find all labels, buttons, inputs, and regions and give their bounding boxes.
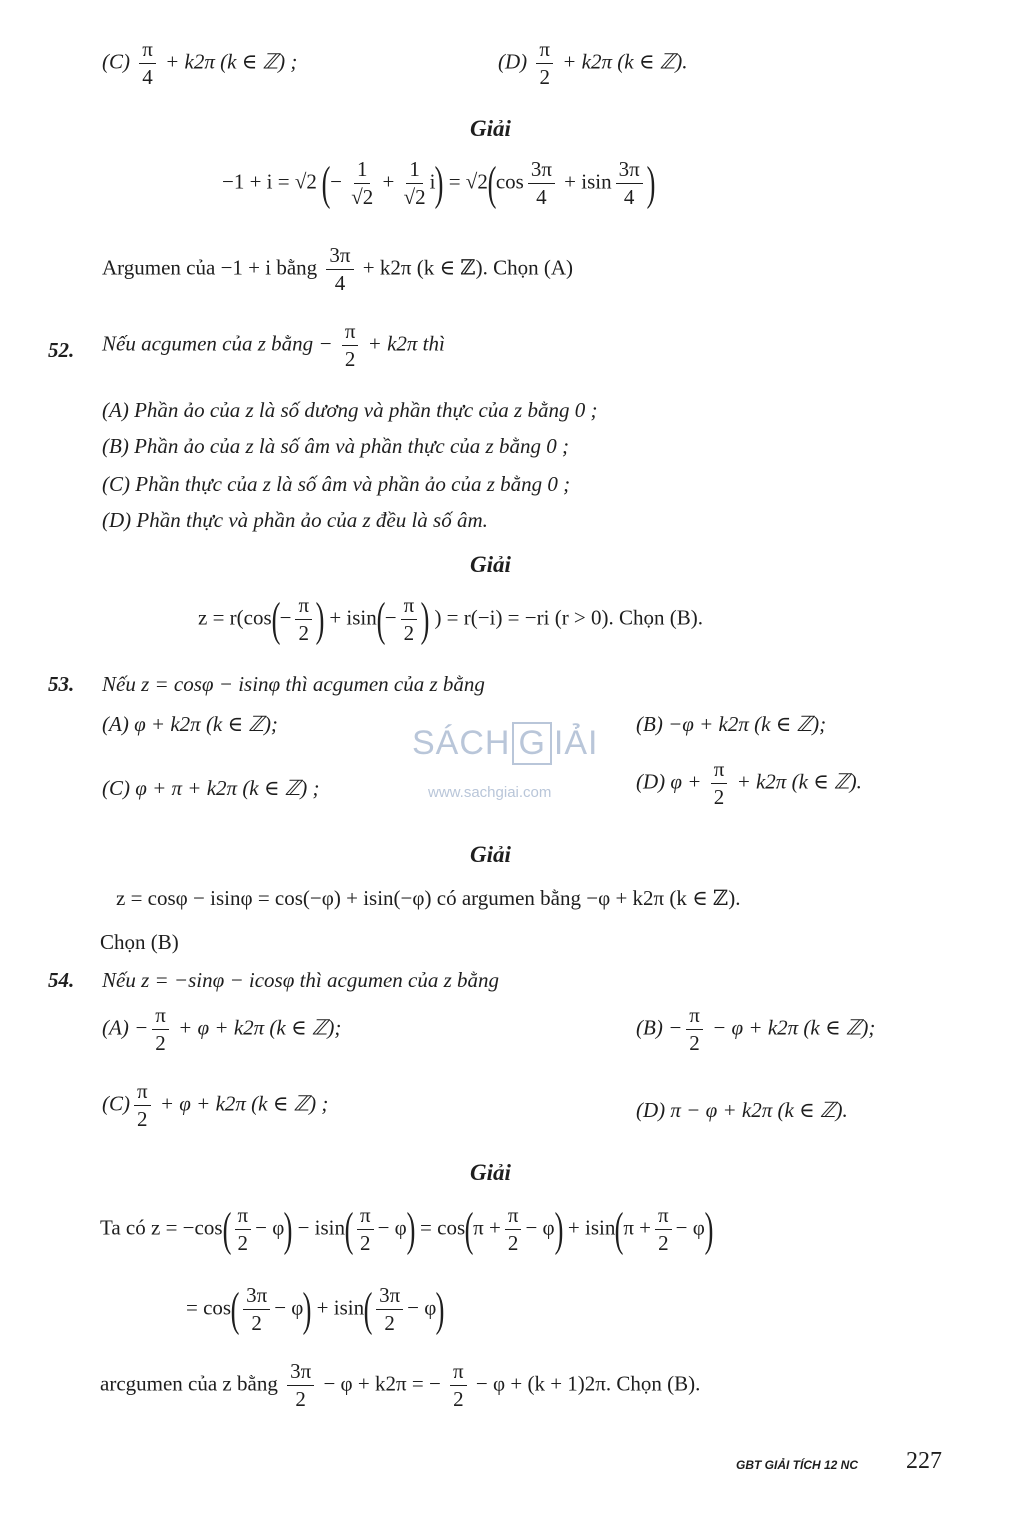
- question-54-option-d: (D) π − φ + k2π (k ∈ ℤ).: [636, 1098, 848, 1122]
- question-54-text: Nếu z = −sinφ − icosφ thì acgumen của z bằng: [102, 968, 500, 992]
- solution-53-line-1: z = cosφ − isinφ = cos(−φ) + isin(−φ) có argumen bằng −φ + k2π (k ∈ ℤ).: [116, 886, 741, 910]
- question-53-text: Nếu z = cosφ − isinφ thì acgumen của z bằng: [102, 672, 485, 696]
- question-53-option-b: (B) −φ + k2π (k ∈ ℤ);: [636, 712, 827, 736]
- question-52-text: Nếu acgumen của z bằng − $\frac{\pi}{2}$ + k2π thì: [102, 319, 445, 372]
- solution-54-line-2: = cos( $\frac{3\pi}{2}$ − φ) + isin( $\frac{3\pi}{2}$ − φ): [186, 1282, 445, 1336]
- question-53-option-d: (D) φ + $\frac{\pi}{2}$ + k2π (k ∈ ℤ).: [636, 757, 862, 810]
- solution-51-conclusion: Argumen của −1 + i bằng $\frac{3\pi}{4}$ + k2π (k ∈ ℤ). Chọn (A): [102, 243, 573, 296]
- option-c-top: (C) $\frac{\pi}{4}$ + k2π (k ∈ ℤ) ;: [102, 37, 298, 90]
- question-52-number: 52.: [48, 338, 75, 362]
- solution-52-equation: z = r(cos(− $\frac{\pi}{2}$ ) + isin(− $\frac{\pi}{2}$ ) ) = r(−i) = −ri (r > 0). Chọn (B).: [198, 592, 704, 646]
- solution-54-line-3: arcgumen của z bằng $\frac{3\pi}{2}$ − φ + k2π = − $\frac{\pi}{2}$ − φ + (k + 1)2π. Chọn (B).: [100, 1359, 701, 1412]
- solution-54-line-1: Ta có z = −cos( $\frac{\pi}{2}$ − φ) − isin( $\frac{\pi}{2}$ − φ) = cos(π + $\frac{\pi}{2}$ − φ) + isin(π + $\frac{\pi}{2}$ − φ): [100, 1202, 714, 1256]
- question-53-option-c: (C) φ + π + k2π (k ∈ ℤ) ;: [102, 776, 320, 800]
- page-number: 227: [906, 1448, 942, 1474]
- question-53-option-a: (A) φ + k2π (k ∈ ℤ);: [102, 712, 278, 736]
- question-54-option-b: (B) − $\frac{\pi}{2}$ − φ + k2π (k ∈ ℤ);: [636, 1003, 876, 1056]
- solution-heading-54: Giải: [470, 1160, 511, 1185]
- question-53-number: 53.: [48, 672, 75, 696]
- option-d-top: (D) $\frac{\pi}{2}$ + k2π (k ∈ ℤ).: [498, 37, 688, 90]
- question-52-option-b: (B) Phần ảo của z là số âm và phần thực của z bằng 0 ;: [102, 434, 569, 458]
- question-52-option-d: (D) Phần thực và phần ảo của z đều là số âm.: [102, 508, 488, 532]
- solution-51-equation: −1 + i = √2 (− $\frac{1}{√2}$ + $\frac{1}{√2}$ i) = √2(cos $\frac{3\pi}{4}$ + isin $\frac{3\pi}{4}$ ): [222, 156, 656, 210]
- question-54-option-a: (A) − $\frac{\pi}{2}$ + φ + k2π (k ∈ ℤ);: [102, 1003, 342, 1056]
- question-52-option-c: (C) Phần thực của z là số âm và phần ảo của z bằng 0 ;: [102, 472, 571, 496]
- solution-heading-52: Giải: [470, 552, 511, 577]
- watermark-logo: SÁCH G IẢI: [412, 722, 599, 765]
- question-54-option-c: (C) $\frac{\pi}{2}$ + φ + k2π (k ∈ ℤ) ;: [102, 1079, 329, 1132]
- solution-heading-51: Giải: [470, 116, 511, 141]
- solution-53-line-2: Chọn (B): [100, 930, 179, 954]
- question-52-option-a: (A) Phần ảo của z là số dương và phần thực của z bằng 0 ;: [102, 398, 598, 422]
- footer-book-title: GBT GIẢI TÍCH 12 NC: [736, 1458, 859, 1472]
- question-54-number: 54.: [48, 968, 75, 992]
- watermark-url: www.sachgiai.com: [428, 784, 552, 801]
- solution-heading-53: Giải: [470, 842, 511, 867]
